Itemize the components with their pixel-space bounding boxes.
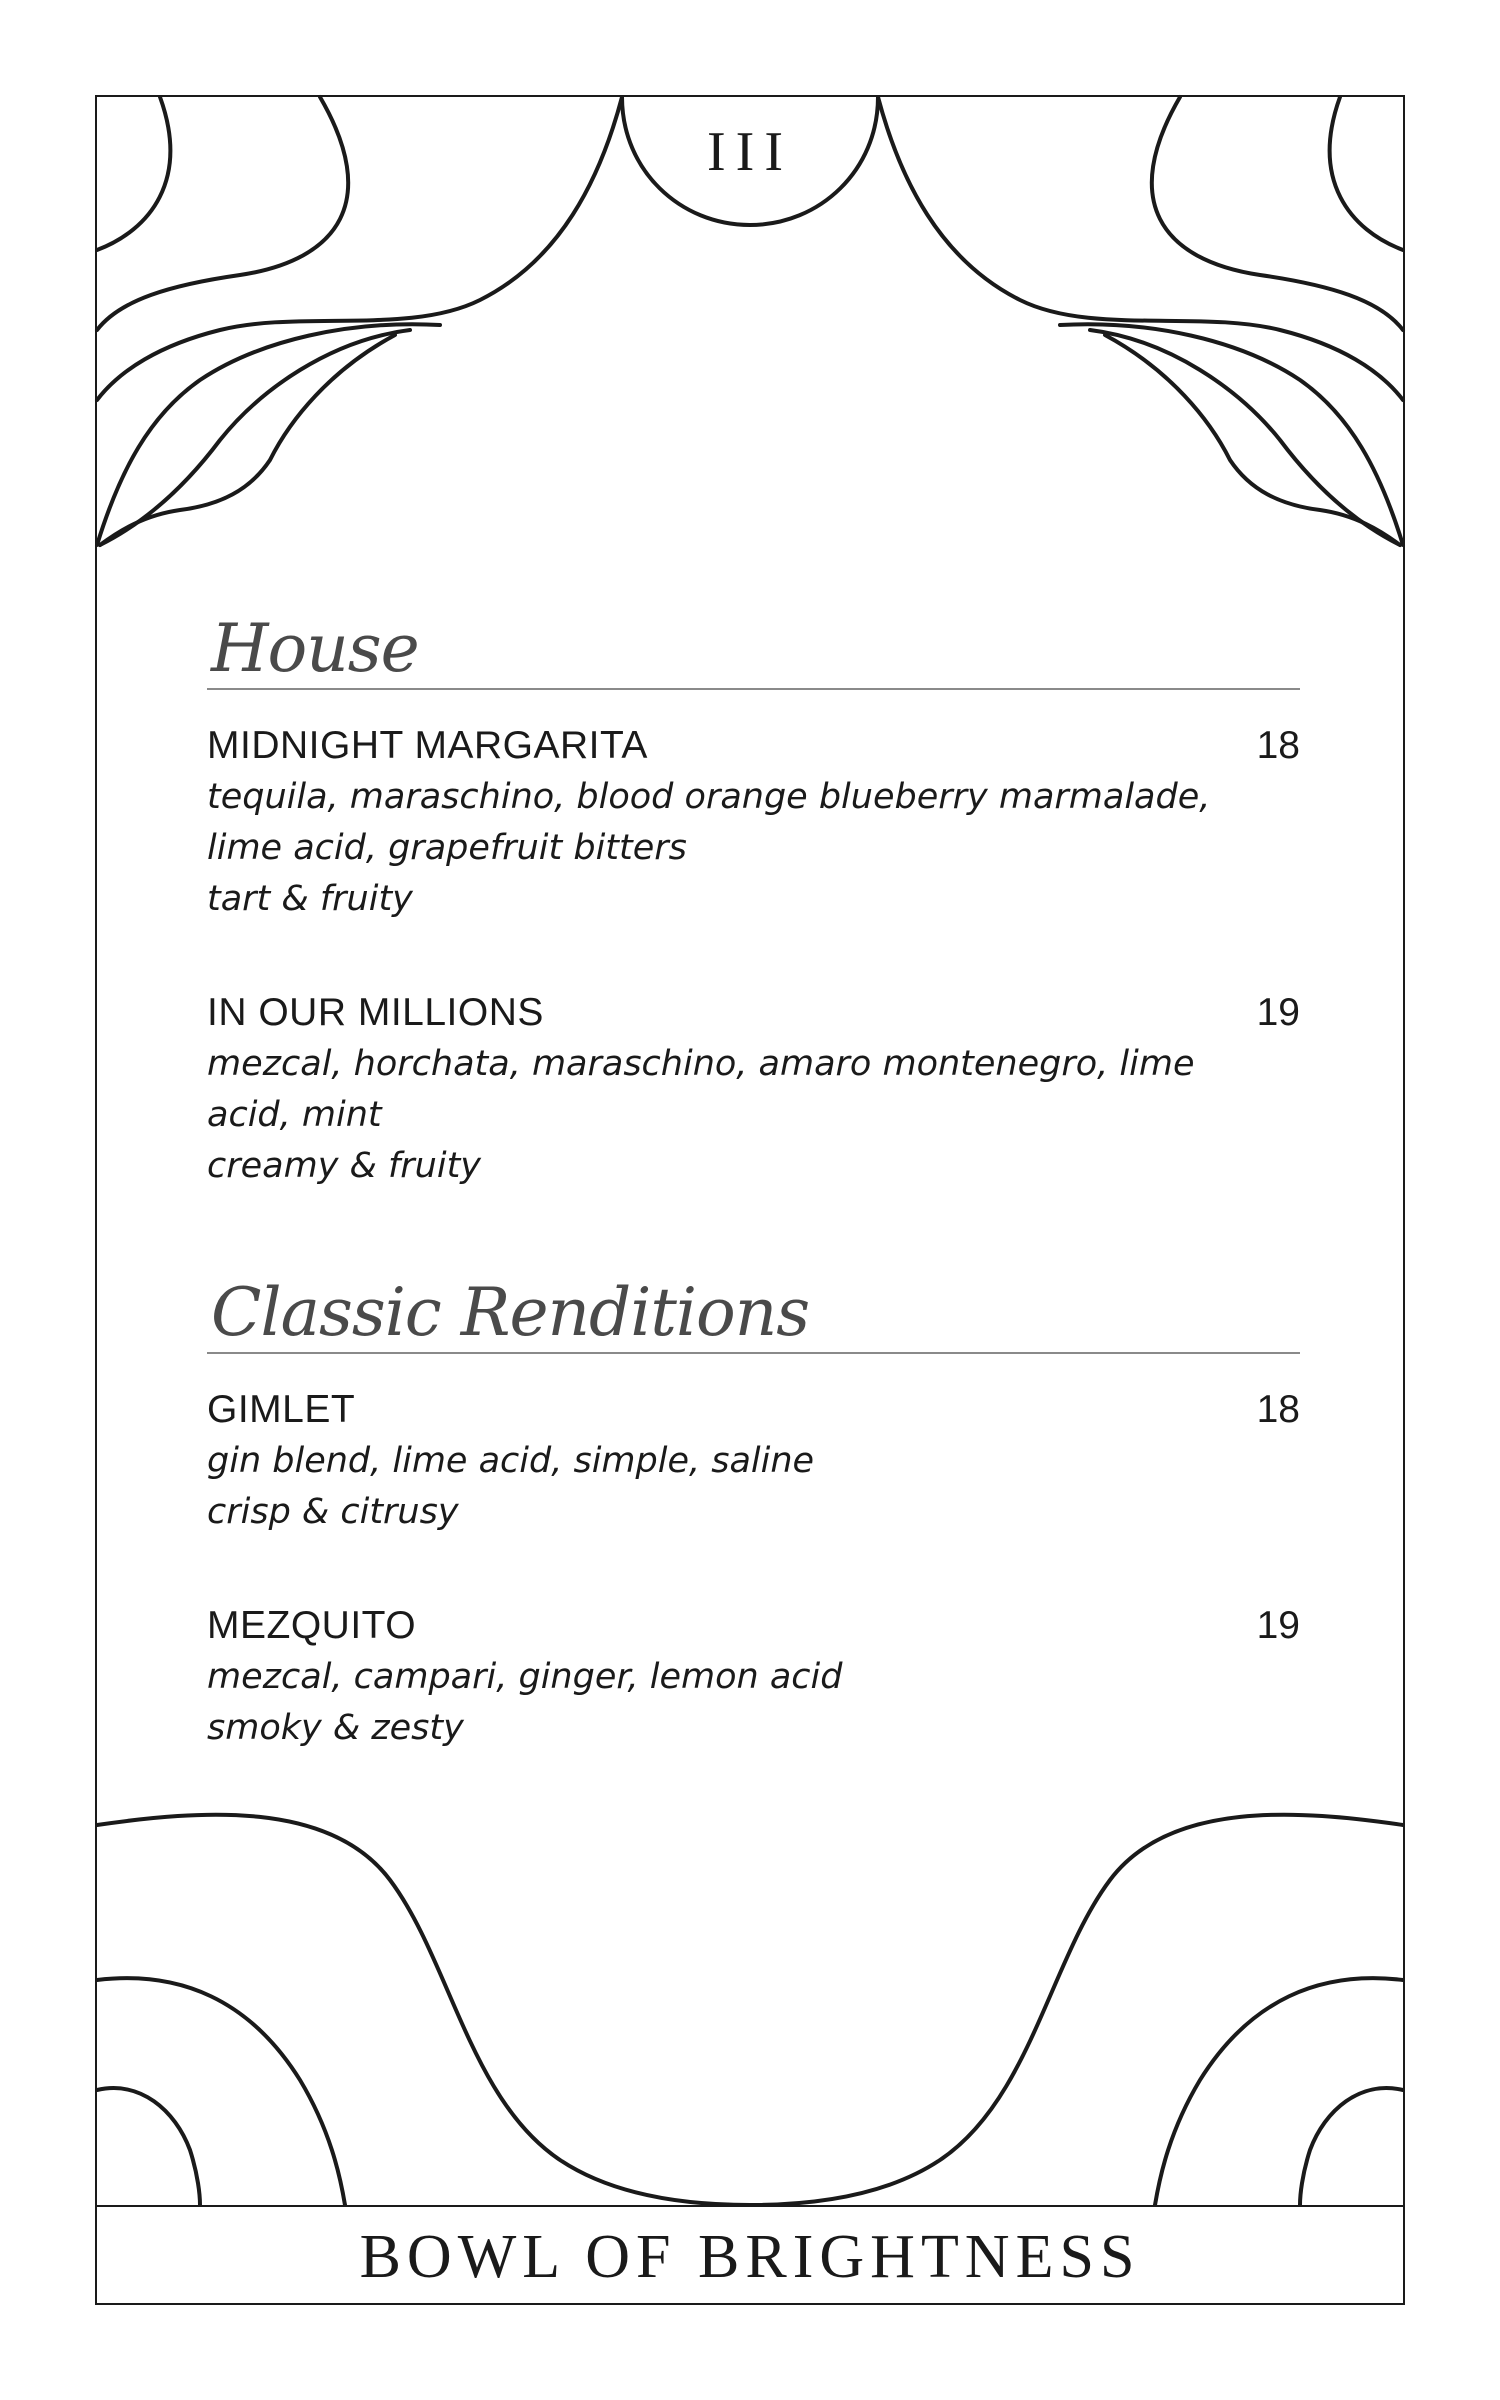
item-tasting-note: tart & fruity bbox=[207, 879, 413, 919]
menu-item-header bbox=[207, 1384, 1300, 1436]
item-name: MIDNIGHT MARGARITA bbox=[207, 724, 648, 767]
item-name: GIMLET bbox=[207, 1388, 356, 1431]
menu-item bbox=[207, 1384, 1300, 1538]
menu-item-header bbox=[207, 720, 1300, 772]
item-ingredients: mezcal, campari, ginger, lemon acid bbox=[207, 1657, 843, 1697]
section-title: House bbox=[211, 610, 419, 687]
item-price: 18 bbox=[1256, 1388, 1300, 1431]
menu-item-header bbox=[207, 987, 1300, 1039]
section-title: Classic Renditions bbox=[211, 1274, 810, 1351]
menu-content bbox=[207, 590, 1300, 1816]
menu-item-header bbox=[207, 1600, 1300, 1652]
item-name: MEZQUITO bbox=[207, 1604, 417, 1647]
item-tasting-note: crisp & citrusy bbox=[207, 1492, 459, 1532]
item-ingredients: mezcal, horchata, maraschino, amaro montenegro, lime acid, mint bbox=[207, 1044, 1195, 1135]
item-tasting-note: creamy & fruity bbox=[207, 1146, 482, 1186]
section-divider bbox=[207, 1352, 1300, 1354]
menu-item bbox=[207, 987, 1300, 1192]
item-ingredients: gin blend, lime acid, simple, saline bbox=[207, 1441, 815, 1481]
section-divider bbox=[207, 688, 1300, 690]
item-price: 18 bbox=[1256, 724, 1300, 767]
item-ingredients: tequila, maraschino, blood orange blueberry marmalade, lime acid, grapefruit bitters bbox=[207, 777, 1211, 868]
footer-title: BOWL OF BRIGHTNESS bbox=[359, 2223, 1141, 2291]
menu-item bbox=[207, 720, 1300, 925]
section-classic-renditions bbox=[207, 1254, 1300, 1754]
item-tasting-note: smoky & zesty bbox=[207, 1708, 464, 1748]
section-house bbox=[207, 590, 1300, 1192]
page-numeral: III bbox=[707, 121, 793, 183]
item-price: 19 bbox=[1256, 991, 1300, 1034]
item-name: IN OUR MILLIONS bbox=[207, 991, 544, 1034]
item-price: 19 bbox=[1256, 1604, 1300, 1647]
menu-item bbox=[207, 1600, 1300, 1754]
